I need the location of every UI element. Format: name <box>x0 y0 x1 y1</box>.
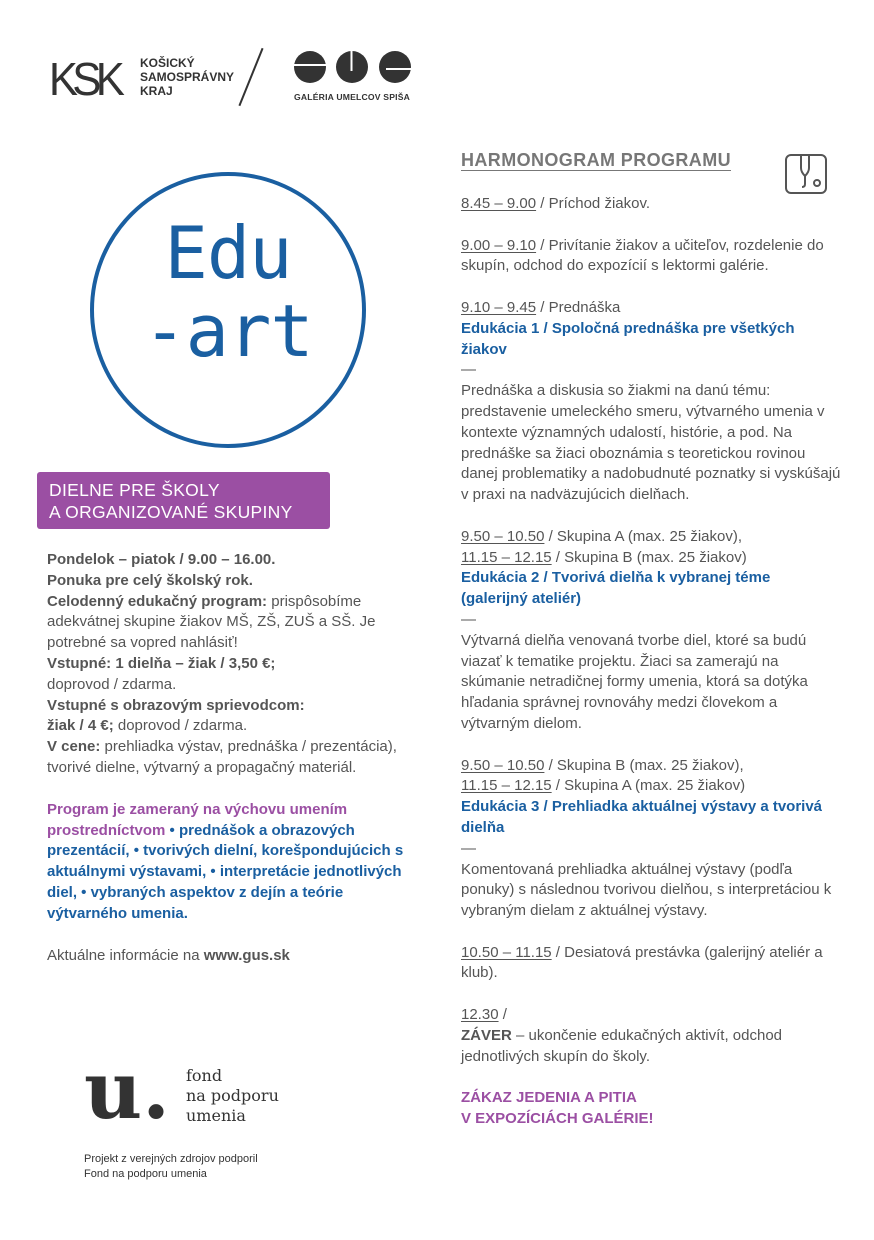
fond-logo-text <box>186 1066 279 1126</box>
slot-3-time: 9.10 – 9.45 <box>461 298 537 316</box>
workshops-banner <box>37 472 330 529</box>
education-3-dash: — <box>461 839 476 857</box>
slot-5-time-1: 9.50 – 10.50 <box>461 756 545 774</box>
slot-4-text-1: / Skupina A (max. 25 žiakov), <box>544 527 743 545</box>
program-points: • prednášok a obrazových prezentácií, • tvorivých dielní, korešpondujúcich s aktuálnymi výstavami, • interpretácie jednotlivých diel, • vybraných aspektov z dejín a teórie výtvarného umenia. <box>47 821 404 922</box>
slot-4-time-2: 11.15 – 12.15 <box>461 548 552 566</box>
food-warning-line-1: ZÁKAZ JEDENIA A PITIA <box>461 1089 637 1107</box>
program-schedule <box>461 194 841 1130</box>
slot-2-time: 9.00 – 9.10 <box>461 236 537 254</box>
full-day-text: prispôsobíme adekvátnej skupine žiakov MŠ, ZŠ, ZUŠ a SŠ. Je potrebné sa vopred nahlásiť! <box>47 592 376 652</box>
info-label: Aktuálne informácie na <box>47 946 204 964</box>
education-1-description: Prednáška a diskusia so žiakmi na danú tému: predstavenie umeleckého smeru, výtvarného umenia v kontexte významných udalostí, histórie, a pod. Na prednáške sa žiaci oboznámia s teoretickou rovinou danej problematiky a nadobudnuté poznatky si vyskúšajú v praxi na nadväzujúcich dielňach. <box>461 382 841 504</box>
education-2-description: Výtvarná dielňa venovaná tvorbe diel, ktoré sa budú viazať k tematike projektu. Žiaci sa zamerajú na skúmanie netradičnej formy umenia, ktorá sa dotýka hľadania správnej rovnováhy medzi človekom a výtvarným dielom. <box>461 631 808 732</box>
edu-art-title-line2: -art <box>143 289 313 373</box>
closing-label: ZÁVER <box>461 1026 512 1044</box>
gus-logo-icon <box>294 49 414 89</box>
program-title: HARMONOGRAM PROGRAMU <box>461 150 731 170</box>
banner-line-2: A ORGANIZOVANÉ SKUPINY <box>49 502 293 522</box>
slot-4-time-1: 9.50 – 10.50 <box>461 527 545 545</box>
education-1-dash: — <box>461 361 476 379</box>
slot-5-text-1: / Skupina B (max. 25 žiakov), <box>544 756 744 774</box>
included-label: V cene: <box>47 738 101 756</box>
slot-4-text-2: / Skupina B (max. 25 žiakov) <box>551 548 747 566</box>
slot-5-text-2: / Skupina A (max. 25 žiakov) <box>551 777 746 795</box>
slot-2-text: / Privítanie žiakov a učiteľov, rozdelenie do skupín, odchod do expozícií s lektormi galérie. <box>461 236 824 275</box>
fond-line-3: umenia <box>186 1106 246 1125</box>
project-line-2: Fond na podporu umenia <box>84 1168 207 1180</box>
slot-1-time: 8.45 – 9.00 <box>461 195 537 212</box>
project-line-1: Projekt z verejných zdrojov podporil <box>84 1153 258 1165</box>
edu-art-title-line1: Edu <box>164 211 292 295</box>
guided-admission-escort: doprovod / zdarma. <box>113 717 248 735</box>
gus-logo-text: GALÉRIA UMELCOV SPIŠA <box>294 92 411 102</box>
fond-line-2: na podporu <box>186 1086 279 1105</box>
full-day-label: Celodenný edukačný program: <box>47 592 268 610</box>
ksk-line-3: KRAJ <box>140 84 173 98</box>
slot-6-time: 10.50 – 11.15 <box>461 943 552 961</box>
slot-6-text: / Desiatová prestávka (galerijný ateliér a klub). <box>461 943 823 982</box>
included-text: prehliadka výstav, prednáška / prezentácia), tvorivé dielne, výtvarný a propagačný materiál. <box>47 738 397 776</box>
slot-7-time: 12.30 <box>461 1006 499 1024</box>
admission-escort: doprovod / zdarma. <box>47 675 177 693</box>
ksk-logo-mark: KSK <box>48 53 120 105</box>
guided-admission-label: Vstupné s obrazovým sprievodcom: <box>47 696 305 714</box>
fond-line-1: fond <box>186 1066 223 1085</box>
project-support-note <box>84 1152 258 1182</box>
food-warning-line-2: V EXPOZÍCIÁCH GALÉRIE! <box>461 1110 654 1128</box>
ksk-line-1: KOŠICKÝ <box>140 56 195 70</box>
logo-divider <box>238 48 263 106</box>
education-2-dash: — <box>461 610 476 628</box>
slot-1-text: / Príchod žiakov. <box>536 195 651 212</box>
ksk-line-2: SAMOSPRÁVNY <box>140 70 235 84</box>
education-3-description: Komentovaná prehliadka aktuálnej výstavy (podľa ponuky) s následnou tvorivou dielňou, s interpretáciou k vybraným dielam z aktuálnej výstavy. <box>461 860 832 920</box>
opening-hours: Pondelok – piatok / 9.00 – 16.00. <box>47 551 276 568</box>
guided-admission-price: žiak / 4 €; <box>47 717 114 735</box>
website-link[interactable]: www.gus.sk <box>203 946 290 964</box>
slot-5-time-2: 11.15 – 12.15 <box>461 777 552 795</box>
ksk-logo-text <box>140 56 234 98</box>
slot-7-text: / <box>498 1006 507 1024</box>
info-section <box>47 550 422 966</box>
education-3-title: Edukácia 3 / Prehliadka aktuálnej výstavy a tvorivá dielňa <box>461 798 823 836</box>
banner-line-1: DIELNE PRE ŠKOLY <box>49 480 220 500</box>
education-2-title: Edukácia 2 / Tvorivá dielňa k vybranej téme (galerijný ateliér) <box>461 569 771 608</box>
slot-3-text: / Prednáška <box>536 298 621 316</box>
admission-label: Vstupné: 1 dielňa – žiak / 3,50 €; <box>47 654 276 672</box>
program-intro: Program je zameraný na výchovu umením prostredníctvom <box>47 800 348 839</box>
school-year-offer: Ponuka pre celý školský rok. <box>47 571 253 589</box>
education-1-title: Edukácia 1 / Spoločná prednáška pre všetkých žiakov <box>461 319 795 358</box>
closing-text: – ukončenie edukačných aktivít, odchod jednotlivých skupín do školy. <box>461 1026 783 1065</box>
fond-logo-mark: u. <box>84 1043 171 1137</box>
paintbrush-icon <box>785 154 827 194</box>
